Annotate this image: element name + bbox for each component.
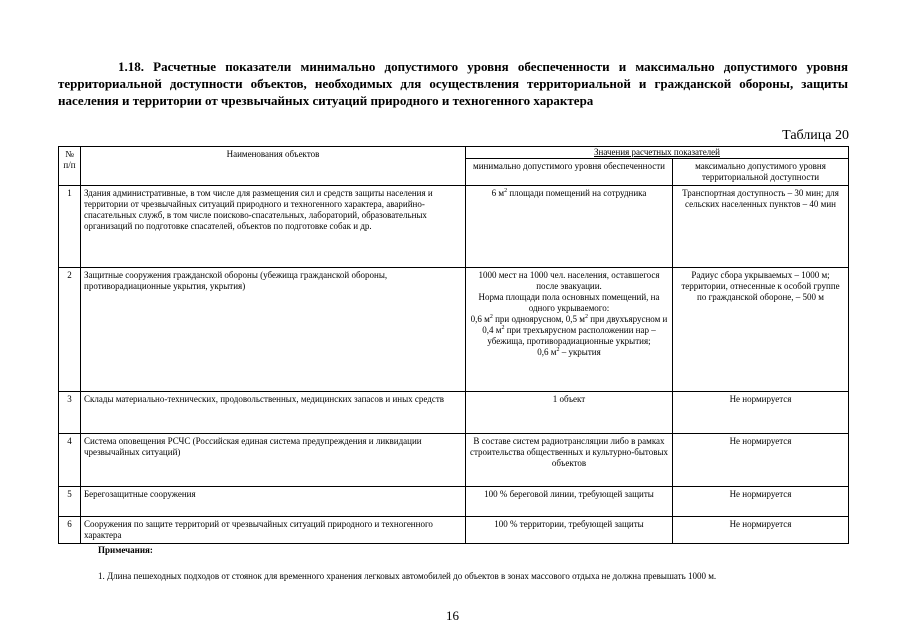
- notes-title: Примечания:: [98, 545, 153, 555]
- table-row: [59, 434, 849, 487]
- row-max: Радиус сбора укрываемых – 1000 м; территории, отнесенные к особой группе по гражданской обороне, – 500 м: [673, 268, 849, 392]
- row-num: 1: [59, 186, 81, 268]
- row-num: 4: [59, 434, 81, 487]
- row-max: Транспортная доступность – 30 мин; для сельских населенных пунктов – 40 мин: [673, 186, 849, 268]
- header-values-group: Значения расчетных показателей: [466, 147, 849, 159]
- row-name: Склады материально-технических, продовольственных, медицинских запасов и иных средств: [81, 392, 466, 434]
- note-item: 1. Длина пешеходных подходов от стоянок для временного хранения легковых автомобилей до объектов в зонах массового отдыха не должна превышать 1000 м.: [98, 571, 717, 581]
- table-row: [59, 186, 849, 268]
- row-max: Не нормируется: [673, 392, 849, 434]
- header-num: № п/п: [59, 147, 81, 186]
- row-max: Не нормируется: [673, 434, 849, 487]
- row-min: 1 объект: [466, 392, 673, 434]
- row-min: В составе систем радиотрансляции либо в рамках строительства общественных и культурно-бытовых объектов: [466, 434, 673, 487]
- row-min: 1000 мест на 1000 чел. населения, оставшегося после эвакуации. Норма площади пола основных помещений, на одного укрываемого: 0,6 $м^2$ при одноярусном, 0,5 $м^2$ при двухъярусном и 0,4 $м^2$ при трехъярусном расположении нар – убежища, противорадиационные укрытия; 0,6 $м^2$ – укрытия: [466, 268, 673, 392]
- row-name: Здания административные, в том числе для размещения сил и средств защиты населения и территории от чрезвычайных ситуаций природного и техногенного характера, аварийно-спасательных служб, в том числе поисково-спасательных, лабораторий, образовательных организаций по подготовке спасателей, объектов по подготовке собак и др.: [81, 186, 466, 268]
- row-max: Не нормируется: [673, 487, 849, 517]
- section-heading: [58, 58, 848, 109]
- header-min: минимально допустимого уровня обеспеченности: [466, 159, 673, 186]
- row-name: Система оповещения РСЧС (Российская единая система предупреждения и ликвидации чрезвычайных ситуаций): [81, 434, 466, 487]
- row-name: Защитные сооружения гражданской обороны (убежища гражданской обороны, противорадиационные укрытия, укрытия): [81, 268, 466, 392]
- row-num: 2: [59, 268, 81, 392]
- table-label: Таблица 20: [782, 128, 849, 143]
- row-name: Сооружения по защите территорий от чрезвычайных ситуаций природного и техногенного характера: [81, 517, 466, 544]
- section-number: 1.18.: [118, 59, 144, 74]
- row-min: 100 % территории, требующей защиты: [466, 517, 673, 544]
- row-num: 5: [59, 487, 81, 517]
- table-row: [59, 517, 849, 544]
- table-row: [59, 268, 849, 392]
- header-max: максимально допустимого уровня территориальной доступности: [673, 159, 849, 186]
- row-num: 6: [59, 517, 81, 544]
- header-name: Наименования объектов: [81, 147, 466, 186]
- table-row: [59, 487, 849, 517]
- row-min: 100 % береговой линии, требующей защиты: [466, 487, 673, 517]
- row-min: 6 $м^2$ площади помещений на сотрудника: [466, 186, 673, 268]
- indicators-table: [58, 146, 849, 544]
- row-max: Не нормируется: [673, 517, 849, 544]
- table-row: [59, 392, 849, 434]
- row-num: 3: [59, 392, 81, 434]
- section-title: Расчетные показатели минимально допустимого уровня обеспеченности и максимально допустимого уровня территориальной доступности объектов, необходимых для осуществления территориальной и гражданской обороны, защиты населения и территории от чрезвычайных ситуаций природного и техногенного характера: [58, 59, 848, 108]
- table-header-row: [59, 147, 849, 159]
- page-number: 16: [446, 608, 459, 623]
- row-name: Берегозащитные сооружения: [81, 487, 466, 517]
